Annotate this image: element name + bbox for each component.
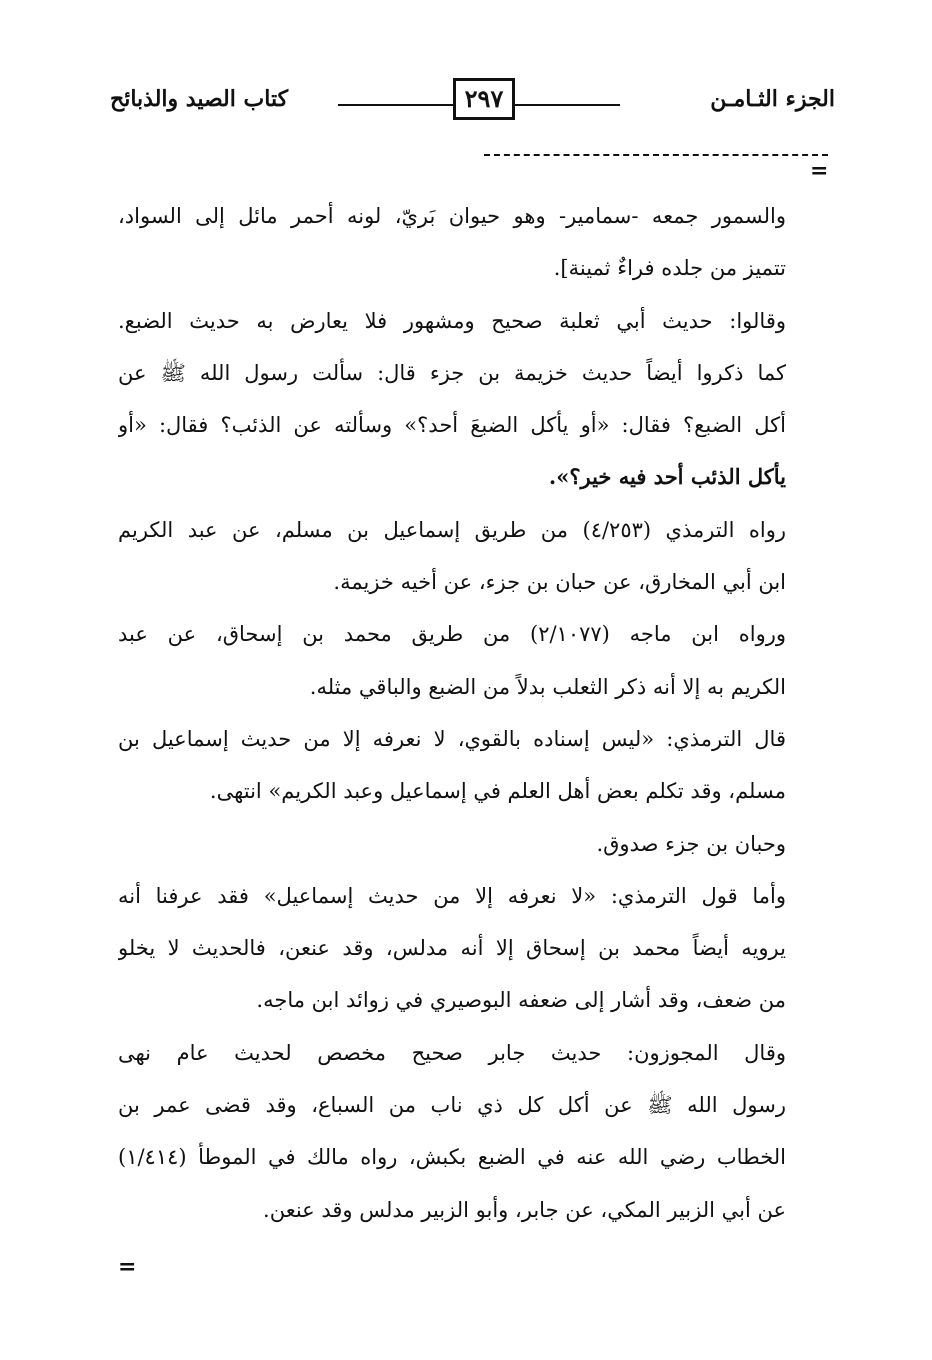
text-line: وقال المجوزون: حديث جابر صحيح مخصص لحديث عام نهى xyxy=(118,1040,786,1065)
text-line: وقالوا: حديث أبي ثعلبة صحيح ومشهور فلا يعارض به حديث الضبع. xyxy=(118,308,786,333)
header-rule-right xyxy=(515,104,620,106)
text-line: الكريم به إلا أنه ذكر الثعلب بدلاً من الضبع والباقي مثله. xyxy=(309,674,786,699)
text-line: ابن أبي المخارق، عن حبان بن جزء، عن أخيه خزيمة. xyxy=(333,570,786,595)
text-line: كما ذكروا أيضاً حديث خزيمة بن جزء قال: سألت رسول الله ﷺ عن xyxy=(118,360,786,385)
book-title: كتاب الصيد والذبائح xyxy=(110,86,289,112)
header-dashed-separator xyxy=(484,154,828,156)
text-line: وحبان بن جزء صدوق. xyxy=(596,831,786,856)
text-line: تتميز من جلده فراءٌ ثمينة]. xyxy=(553,256,786,281)
text-line: أكل الضبع؟ فقال: «أو يأكل الضبعَ أحد؟» وسألته عن الذئب؟ فقال: «أو xyxy=(118,413,786,438)
text-line: والسمور جمعه -سمامير- وهو حيوان بَريّ، لونه أحمر مائل إلى السواد، xyxy=(118,204,786,228)
text-line: رواه الترمذي (٤/٢٥٣) من طريق إسماعيل بن مسلم، عن عبد الكريم xyxy=(118,517,786,542)
text-line: وأما قول الترمذي: «لا نعرفه إلا من حديث إسماعيل» فقد عرفنا أنه xyxy=(118,883,786,908)
body-text xyxy=(118,190,786,1236)
text-line: عن أبي الزبير المكي، عن جابر، وأبو الزبير مدلس وقد عنعن. xyxy=(263,1197,786,1222)
text-line: من ضعف، وقد أشار إلى ضعفه البوصيري في زوائد ابن ماجه. xyxy=(256,988,786,1013)
header-rule-left xyxy=(338,104,453,106)
text-line: قال الترمذي: «ليس إسناده بالقوي، لا نعرفه إلا من حديث إسماعيل بن xyxy=(118,726,786,751)
text-line: ورواه ابن ماجه (٢/١٠٧٧) من طريق محمد بن إسحاق، عن عبد xyxy=(118,622,786,647)
page-number: ٢٩٧ xyxy=(453,78,515,120)
text-line: يأكل الذئب أحد فيه خير؟». xyxy=(548,464,786,490)
part-label: الجزء الثـامـن xyxy=(710,86,835,112)
continuation-mark-top: = xyxy=(810,158,829,184)
text-line: رسول الله ﷺ عن أكل كل ذي ناب من السباع، وقد قضى عمر بن xyxy=(118,1093,786,1118)
page-header xyxy=(110,78,835,128)
continuation-mark-bottom: = xyxy=(118,1254,137,1280)
text-line: الخطاب رضي الله عنه في الضبع بكبش، رواه مالك في الموطأ (١/٤١٤) xyxy=(118,1145,786,1170)
text-line: يرويه أيضاً محمد بن إسحاق إلا أنه مدلس، وقد عنعن، فالحديث لا يخلو xyxy=(118,936,786,961)
text-line: مسلم، وقد تكلم بعض أهل العلم في إسماعيل وعبد الكريم» انتهى. xyxy=(209,779,786,804)
